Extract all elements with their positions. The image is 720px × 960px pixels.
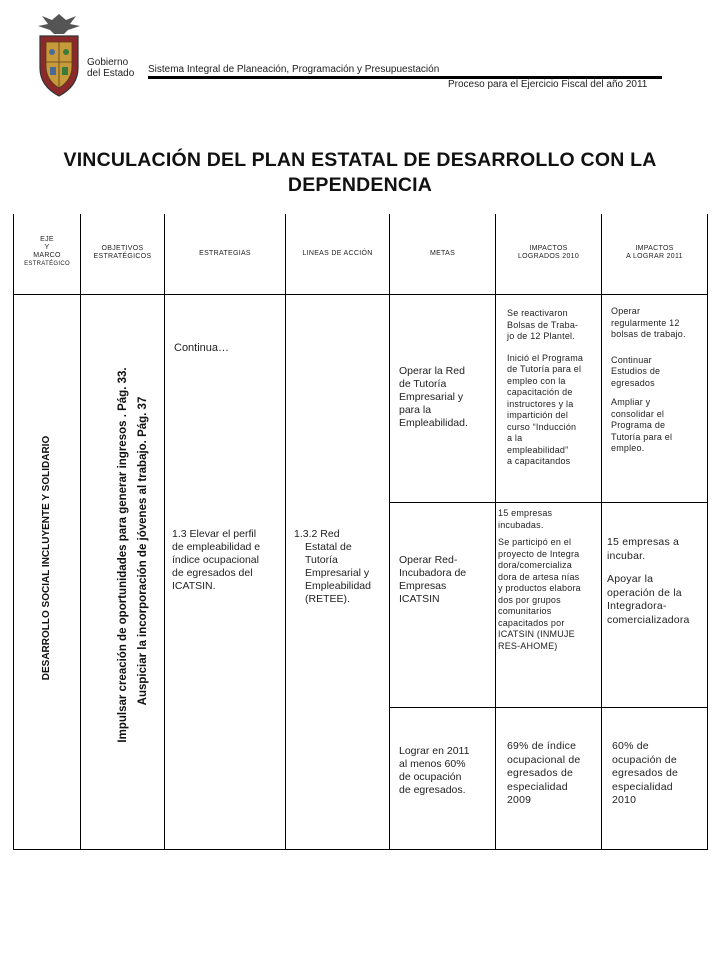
row1-lograr-para-3: Ampliar y consolidar el Programa de Tutoría para el empleo. [611, 397, 673, 453]
header-separator [13, 294, 708, 295]
row2-logrados-para-2: Se participó en el proyecto de Integra dora/comercializa dora de artesa nías y productos elabora dos por grupos comunitarios capacitados por ICATSIN (INMUJE RES-AHOME) [498, 537, 581, 651]
estrategia-text: 1.3 Elevar el perfil de empleabilidad e índice ocupacional de egresados del ICATSIN. [172, 528, 261, 592]
header-lineas: LINEAS DE ACCIÓN [302, 250, 373, 257]
row1-logrados-para-2: Inició el Programa de Tutoría para el empleo con la capacitación de instructores y la impartición del curso “Inducción a la empleabilidad” a capacitandos [507, 352, 584, 466]
row2-meta: Operar Red- Incubadora de Empresas ICATSIN [399, 554, 467, 605]
page-title-line-1: VINCULACIÓN DEL PLAN ESTATAL DE DESARROLLO CON LA [63, 149, 657, 171]
table-border-left [13, 214, 14, 850]
header-eje: EJE Y MARCO ESTRATÉGICO [24, 236, 70, 267]
row3-logrados: 69% de índice ocupacional de egresados de especialidad 2009 [507, 740, 581, 806]
row1-lograr [611, 306, 686, 455]
sistema-label: Sistema Integral de Planeación, Programación y Presupuestación [148, 64, 440, 75]
gobierno-line-2: del Estado [87, 68, 135, 79]
col-divider-5 [495, 214, 496, 850]
page-title [20, 148, 700, 198]
proceso-label: Proceso para el Ejercicio Fiscal del año 2011 [448, 79, 648, 90]
row1-logrados-para-1: Se reactivaron Bolsas de Traba- jo de 12 Plantel. [507, 308, 579, 341]
row-separator-1 [389, 502, 708, 503]
page-title-line-2: DEPENDENCIA [287, 174, 433, 196]
row-separator-2 [389, 707, 708, 708]
row3-meta: Lograr en 2011 al menos 60% de ocupación de egresados. [399, 745, 470, 796]
row2-lograr-para-1: 15 empresas a incubar. [607, 536, 680, 562]
row1-lograr-para-1: Operar regularmente 12 bolsas de trabajo. [611, 306, 686, 339]
eje-vertical-text: DESARROLLO SOCIAL INCLUYENTE Y SOLIDARIO [41, 435, 52, 681]
row1-logrados [507, 308, 583, 468]
header-metas: METAS [429, 250, 456, 257]
col-divider-2 [164, 214, 165, 850]
gobierno-line-1: Gobierno [87, 57, 129, 68]
state-coat-of-arms-logo [34, 12, 84, 98]
header-impactos-lograr: IMPACTOS A LOGRAR 2011 [626, 245, 683, 260]
header-impactos-logrados: IMPACTOS LOGRADOS 2010 [517, 245, 580, 260]
objetivo-2-vertical-text: Auspiciar la incorporación de jóvenes al trabajo. Pág. 37 [137, 396, 149, 706]
vinculacion-table [13, 214, 708, 850]
row1-meta: Operar la Red de Tutoría Empresarial y para la Empleabilidad. [399, 365, 468, 429]
objetivo-1-vertical-text: Impulsar creación de oportunidades para generar ingresos . Pág. 33. [117, 367, 129, 743]
table-border-right [707, 214, 708, 850]
col-divider-1 [80, 214, 81, 850]
row2-lograr-para-2: Apoyar la operación de la Integradora- comercializadora [607, 573, 690, 626]
gobierno-del-estado-label [87, 57, 134, 79]
col-divider-6 [601, 214, 602, 850]
table-border-bottom [13, 849, 708, 850]
col-divider-4 [389, 214, 390, 850]
row3-lograr: 60% de ocupación de egresados de especialidad 2010 [612, 740, 679, 806]
linea-accion-text: 1.3.2 Red Estatal de Tutoría Empresarial y Empleabilidad (RETEE). [294, 528, 371, 605]
header-estrategias: ESTRATEGIAS [199, 250, 251, 257]
row1-lograr-para-2: Continuar Estudios de egresados [611, 354, 661, 388]
estrategia-continua: Continua… [174, 342, 230, 354]
row2-lograr [607, 536, 690, 627]
col-divider-3 [285, 214, 286, 850]
row2-logrados-para-1: 15 empresas incubadas. [498, 508, 553, 530]
row2-logrados [498, 508, 581, 652]
header-objetivos: OBJETIVOS ESTRATÉGICOS [93, 245, 152, 260]
